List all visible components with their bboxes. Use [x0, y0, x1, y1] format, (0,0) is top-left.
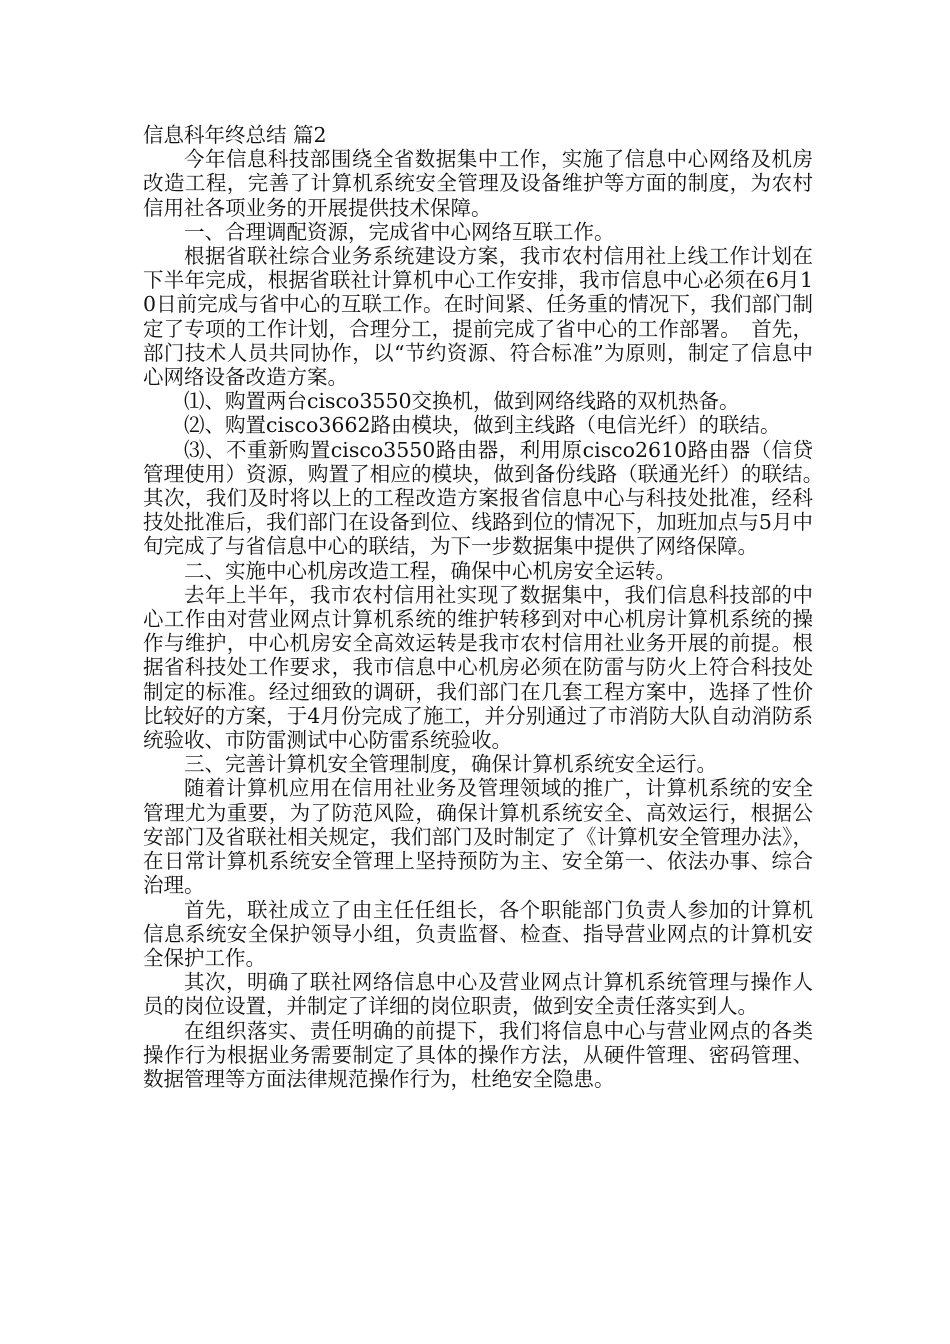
paragraph: 随着计算机应用在信用社业务及管理领域的推广，计算机系统的安全管理尤为重要，为了防范风险，确保计算机系统安全、高效运行，根据公安部门及省联社相关规定，我们部门及时制定了《计算机安全管理办法》，在日常计算机系统安全管理上坚持预防为主、安全第一、依法办事、综合治理。 — [143, 776, 813, 898]
section-heading-2: 二、实施中心机房改造工程，确保中心机房安全运转。 — [184, 558, 676, 583]
section-heading-3: 三、完善计算机安全管理制度，确保计算机系统安全运行。 — [184, 752, 717, 777]
list-item: ⑶、不重新购置cisco3550路由器，利用原cisco2610路由器（信贷管理使用）资源，购置了相应的模块，做到备份线路（联通光纤）的联结。 其次，我们及时将以上的工程改造方案报省信息中心与科技处批准，经科技处批准后，我们部门在设备到位、线路到位的情况下，加班加点与5月中旬完成了与省信息中心的联结，为下一步数据集中提供了网络保障。 — [143, 437, 834, 559]
list-item: ⑵、购置cisco3662路由模块，做到主线路（电信光纤）的联结。 — [184, 413, 781, 438]
paragraph: 其次，明确了联社网络信息中心及营业网点计算机系统管理与操作人员的岗位设置，并制定了详细的岗位职责，做到安全责任落实到人。 — [143, 970, 813, 1019]
paragraph: 首先，联社成立了由主任任组长，各个职能部门负责人参加的计算机信息系统安全保护领导小组，负责监督、检查、指导营业网点的计算机安全保护工作。 — [143, 897, 813, 970]
paragraph: 在组织落实、责任明确的前提下，我们将信息中心与营业网点的各类操作行为根据业务需要制定了具体的操作方法，从硬件管理、密码管理、数据管理等方面法律规范操作行为，杜绝安全隐患。 — [143, 1018, 813, 1091]
section-heading-1: 一、合理调配资源，完成省中心网络互联工作。 — [184, 219, 615, 244]
paragraph: 去年上半年，我市农村信用社实现了数据集中，我们信息科技部的中心工作由对营业网点计算机系统的维护转移到对中心机房计算机系统的操作与维护，中心机房安全高效运转是我市农村信用社业务开展的前提。根据省科技处工作要求，我市信息中心机房必须在防雷与防火上符合科技处制定的标准。经过细致的调研，我们部门在几套工程方案中，选择了性价比较好的方案，于4月份完成了施工，并分别通过了市消防大队自动消防系统验收、市防雷测试中心防雷系统验收。 — [143, 582, 813, 753]
list-item: ⑴、购置两台cisco3550交换机，做到网络线路的双机热备。 — [184, 389, 740, 414]
paragraph: 根据省联社综合业务系统建设方案，我市农村信用社上线工作计划在下半年完成，根据省联社计算机中心工作安排，我市信息中心必须在6月10日前完成与省中心的互联工作。在时间紧、任务重的情况下，我们部门制定了专项的工作计划，合理分工，提前完成了省中心的工作部署。 首先，部门技术人员共同协作，以“节约资源、符合标准”为原则，制定了信息中心网络设备改造方案。 — [143, 244, 813, 390]
document-title: 信息科年终总结 篇2 — [143, 123, 327, 147]
paragraph-intro: 今年信息科技部围绕全省数据集中工作，实施了信息中心网络及机房改造工程，完善了计算机系统安全管理及设备维护等方面的制度，为农村信用社各项业务的开展提供技术保障。 — [143, 147, 813, 220]
document-page — [143, 123, 834, 1091]
